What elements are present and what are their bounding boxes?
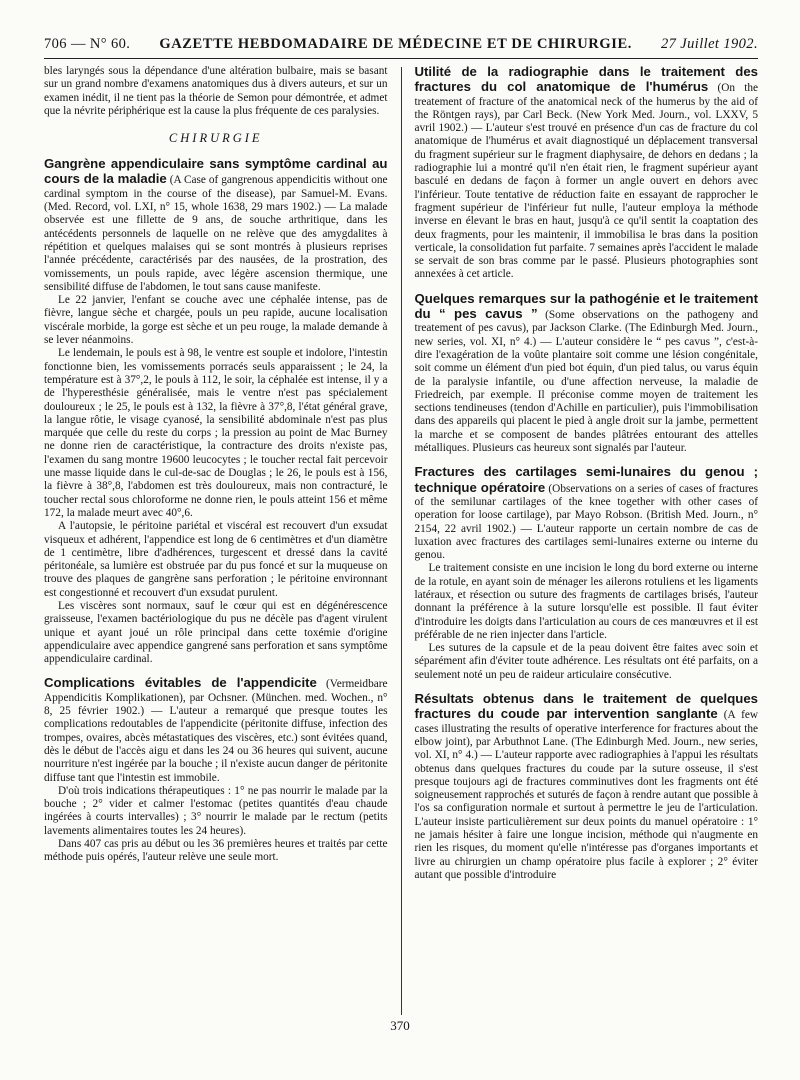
article-knee-cartilage	[415, 465, 759, 682]
article-lead	[415, 465, 759, 562]
folio-number: 370	[390, 1018, 410, 1033]
article-reference: (On the treatement of fracture of the anatomical neck of the humerus by the aid of the Röntgen rays), par Carl Beck. (New York Med. Journ., vol. LXXV, 5 avril 1902.) — L'auteur s'est trouvé en présence d'un cas de fracture du col anatomique de l'humérus et avait diagnostiqué un déplacement transversal du fragment supérieur sur le fragment diaphysaire, de dehors en dedans ; la radiographie lui a montré qu'il n'en était rien, le fragment supérieur ayant basculé en dedans de façon à former un angle ouvert en dehors avec l'inférieur. Toute tentative de réduction faite en essayant de rapprocher le fragment supérieur de l'inférieur fut nulle, l'auteur employa la méthode inverse en élevant le bras en haut, jusqu'à ce qu'il sentit la coaptation des deux fragments, pour les maintenir, il immobilisa le bras dans la position verticale, la consolidation fut parfaite. 7 semaines après l'accident le malade se servait de son bras comme par le passé. Plusieurs photographies sont annexées à cet article.	[414, 82, 758, 281]
running-header	[44, 36, 758, 59]
article-gangrene	[44, 157, 388, 666]
article-lead	[415, 65, 759, 282]
article-reference: (A few cases illustrating the results of operative interference for fractures about the elbow joint), par Arbuthnot Lane. (The Edinburgh Med. Journ., new series, vol. XI, n° 4.) — L'auteur rapporte avec radiographies à l'appui les résultats obtenus dans quelques fractures du coude par la suture osseuse, il s'est presque toujours agi de fractures comminutives dont les fragments ont été soigneusement rapprochés et suturés de façon à rendre autant que possible à l'os sa configuration normale et surtout à permettre le jeu de l'articulation. L'auteur insiste particulièrement sur deux points du manuel opératoire : 1° ne jamais hésiter à faire une longue incision, méthode qui n'augmente en rien les risques, du moment qu'elle n'intéresse pas d'organes importants et livre au chirurgien un champ opératoire plus facile à explorer ; 2° éviter autant que possible d'introduire	[414, 709, 758, 881]
continued-paragraph: bles laryngés sous la dépendance d'une altération bulbaire, mais se basant sur un grand nombre d'examens anatomiques dus à divers auteurs, et sur un examen inédit, il ne tient pas la théorie de Semon pour démontrée, et admet que la névrite périphérique est la cause la plus fréquente de ces paralysies.	[44, 65, 388, 117]
article-title: Fractures des cartilages semi-lunaires du genou ; technique opératoire	[414, 464, 758, 495]
article-paragraph: Dans 407 cas pris au début ou les 36 premières heures et traités par cette méthode puis opérés, l'auteur relève une seule mort.	[44, 838, 388, 864]
article-lead	[44, 676, 388, 784]
article-pes-cavus	[415, 292, 759, 456]
article-title: Utilité de la radiographie dans le traitement des fractures du col anatomique de l'humérus	[414, 65, 758, 95]
article-reference: (Observations on a series of cases of fractures of the semilunar cartilages of the knee together with other cases of operation for loose cartilage), par Mayo Robson. (British Med. Journ., n° 2154, 22 avril 1902.) — L'auteur rapporte un certain nombre de cas de luxation avec fractures des cartilages semi-lunaires externe ou interne du genou.	[414, 482, 758, 562]
article-title: Résultats obtenus dans le traitement de quelques fractures du coude par intervention sanglante	[414, 691, 758, 722]
article-reference: (Some observations on the pathogeny and treatement of pes cavus), par Jackson Clarke. (The Edinburgh Med. Journ., new series, vol. XI, n° 4.) — L'auteur considère le “ pes cavus ”, c'est-à-dire l'exagération de la voûte plantaire soit comme une lésion congénitale, soit comme un élément d'un pied bot équin, d'un pied talus, ou varus équin de la paralysie infantile, ou d'une affection nerveuse, la maladie de Friedreich, par exemple. Il préconise comme moyen de traitement les sections tendineuses (tendon d'Achille en particulier), puis l'immobilisation dans des appareils qui placent le pied à angle droit sur la jambe, permettent la marche et se composent de bandes plâtrées entourant des attelles métalliques. Plusieurs cas heureux sont signalés par l'auteur.	[414, 309, 758, 455]
article-appendicitis	[44, 676, 388, 864]
page-number-issue: 706 — N° 60.	[44, 36, 131, 52]
article-reference: (A Case of gangrenous appendicitis without one cardinal symptom in the course of the disease), par Samuel-M. Evans. (Med. Record, vol. LXI, n° 15, whole 1638, 29 mars 1902.) — La malade observée est une fillette de 9 ans, de souche arthritique, dans les antécédents personnels de laquelle on ne relève que des amygdalites à répétition et quelques malaises qui se sont montrés à plusieurs reprises l'année précédente, caractérisés par des nausées, de la prostration, des vomissements, un pouls rapide, avec légère ascension thermique, une sensibilité diffuse de l'abdomen, le tout sans cause manifeste.	[44, 174, 388, 293]
journal-title: GAZETTE HEBDOMADAIRE DE MÉDECINE ET DE CHIRURGIE.	[159, 36, 632, 52]
two-column-body	[44, 65, 758, 1025]
article-reference: (Vermeidbare Appendicitis Komplikationen), par Ochsner. (München. med. Wochen., n° 8, 25 février 1902.) — L'auteur a remarqué que presque toutes les complications redoutables de l'appendicite (péritonite diffuse, infection des trompes, ovaires, abcès métastatiques des viscères, etc.) sont évitées quand, dès le début de l'accès aigu et dans les 24 ou 36 heures qui suivent, aucune nourriture n'est ingérée par la bouche ; il n'existe aucun danger de péritonite diffuse tant que l'intestin est immobile.	[44, 678, 388, 784]
article-paragraph: Le 22 janvier, l'enfant se couche avec une céphalée intense, pas de fièvre, langue sèche et chargée, pouls un peu rapide, aucune localisation viscérale morbide, la gorge est sèche et un peu rouge, la malade demande à se lever néanmoins.	[44, 294, 388, 347]
article-paragraph: Les sutures de la capsule et de la peau doivent être faites avec soin et séparément afin d'éviter toute adhérence. Les résultats ont été parfaits, on a seulement noté un peu de raideur articulaire consécutive.	[414, 642, 758, 681]
article-paragraph: A l'autopsie, le péritoine pariétal et viscéral est recouvert d'un exsudat visqueux et adhérent, l'appendice est long de 6 centimètres et d'un diamètre de 1 centimètre, libre d'adhérences, turgescent et dressé dans la cavité péritonéale, sa lumière est obstruée par du pus foncé et sur la muqueuse on trouve des plaques de gangrène sans perforation ; le péritoine environnant est congestionné et recouvert d'un exsudat purulent.	[44, 520, 388, 599]
right-column	[402, 65, 759, 1025]
article-lead	[44, 157, 388, 294]
article-lead	[415, 292, 759, 456]
article-title: Gangrène appendiculaire sans symptôme cardinal au cours de la maladie	[44, 156, 388, 187]
article-lead	[415, 692, 759, 882]
article-paragraph: Les viscères sont normaux, sauf le cœur qui est en dégénérescence graisseuse, l'examen bactériologique du pus ne décèle pas d'agent virulent unique et ayant joué un rôle principal dans cette toxémie d'origine appendiculaire avec appendice gangrené sans perforation et sans symptôme appendiculaire cardinal.	[44, 599, 388, 666]
article-title: Complications évitables de l'appendicite	[44, 675, 317, 691]
article-title: Quelques remarques sur la pathogénie et le traitement du “ pes cavus ”	[414, 290, 758, 322]
section-heading: CHIRURGIE	[168, 131, 263, 146]
article-elbow-fractures	[415, 692, 759, 882]
article-paragraph: Le traitement consiste en une incision le long du bord externe ou interne de la rotule, en ayant soin de ménager les ailerons rotuliens et les ligaments latéraux, et résection ou suture des fragments de cartilages brisés, l'auteur donnant la préférence à la suture lorsqu'elle est possible. Il faut éviter d'introduire les doigts dans l'articulation au cours de ces manœuvres et il est préférable de ne rien injecter dans l'article.	[414, 562, 758, 641]
left-column	[44, 65, 401, 1025]
issue-date: 27 Juillet 1902.	[660, 36, 758, 52]
article-radiography	[415, 65, 759, 282]
article-paragraph: D'où trois indications thérapeutiques : 1° ne pas nourrir le malade par la bouche ; 2° vider et calmer l'estomac (petites quantités d'eau chaude ingérées à courts intervalles) ; 3° nourrir le malade par le rectum (petits lavements alimentaires toutes les 24 heures).	[44, 784, 388, 837]
article-paragraph: Le lendemain, le pouls est à 98, le ventre est souple et indolore, l'intestin fonctionne bien, les vomissements porracés seuls apparaissent ; le 24, la température est à 37°,2, le pouls à 112, le soir, la céphalée est intense, il y a de l'hyperesthésie généralisée, mais le ventre n'est pas spécialement douloureux ; le 25, le pouls est à 132, la fièvre à 37°,8, l'état général grave, la langue rôtie, le visage cyanosé, la sensibilité abdominale n'est pas plus marquée que celle du reste du corps ; la pression au point de Mac Burney ne donne rien de caractéristique, la contracture des droits n'existe pas, l'examen du sang montre 19600 leucocytes ; le toucher rectal fait percevoir une masse liquide dans le cul-de-sac de Douglas ; le 26, le pouls est à 156, la fièvre à 38°,8, l'abdomen est très douloureux, mais non contracturé, le toucher rectal sous chloroforme ne donne rien, le pouls atteint 156 et même 172, la malade meurt avec 40°,6.	[44, 347, 388, 519]
